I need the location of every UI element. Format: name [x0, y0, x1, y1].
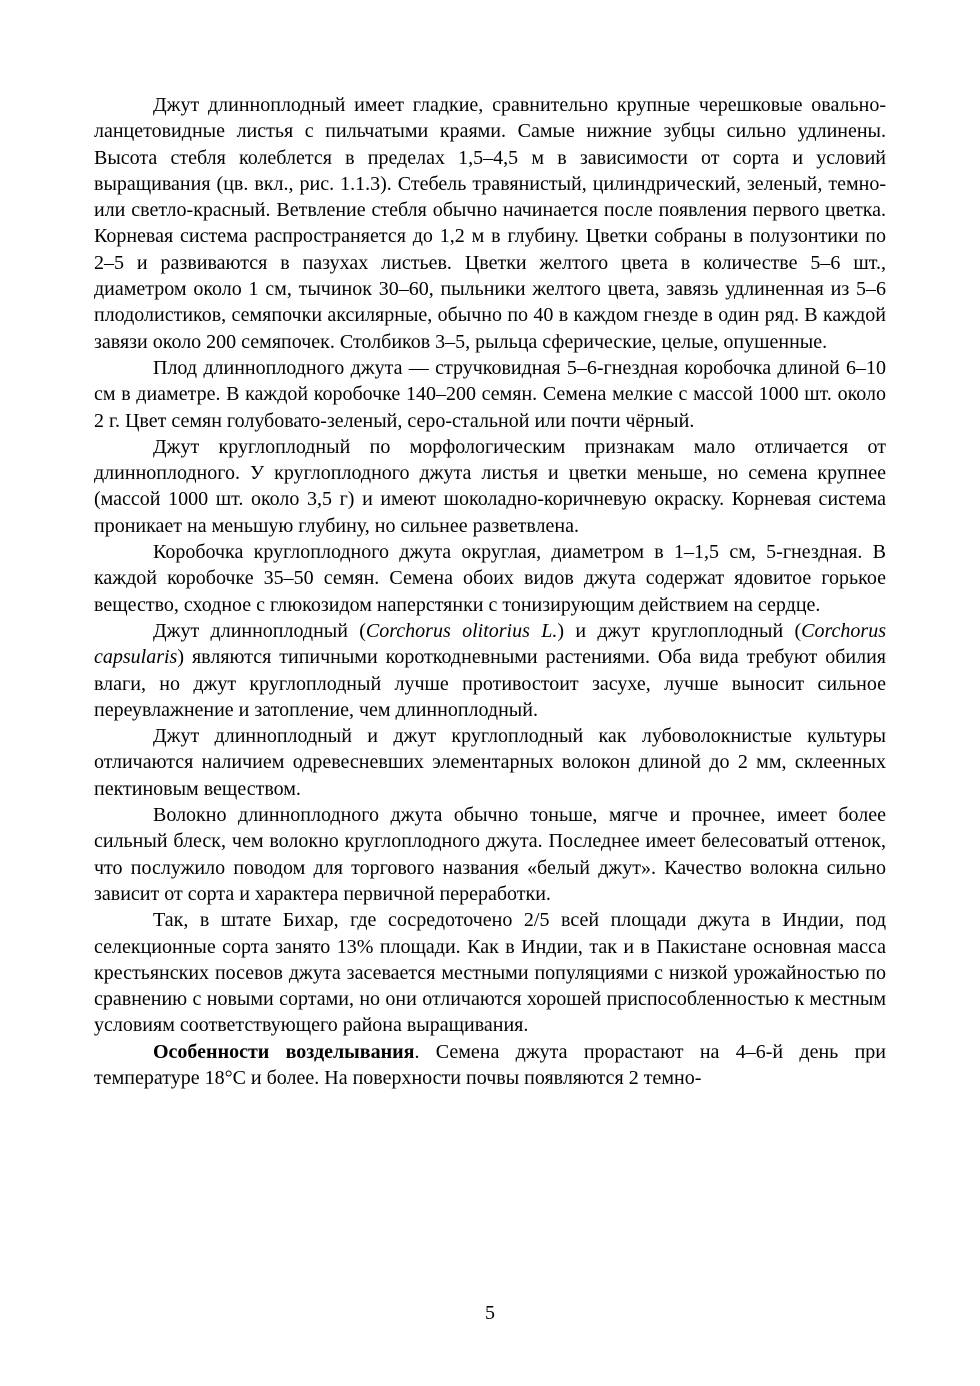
paragraph-5-text-2: ) и джут круглоплодный ( [557, 619, 802, 642]
paragraph-7: Волокно длинноплодного джута обычно тоньше, мягче и прочнее, имеет более сильный блеск, чем волокно круглоплодного джута. Последнее имеет белесоватый оттенок, что послужило поводом для торгового названия «белый джут». Качество волокна сильно зависит от сорта и характера первичной переработки. [94, 804, 886, 905]
paragraph-6: Джут длинноплодный и джут круглоплодный как лубоволокнистые культуры отличаются наличием одревесневших элементарных волокон длиной до 2 мм, склеенных пектиновым веществом. [94, 725, 886, 800]
paragraph-2: Плод длинноплодного джута — стручковидная 5–6-гнездная коробочка длиной 6–10 см в диаметре. В каждой коробочке 140–200 семян. Семена мелкие с массой 1000 шт. около 2 г. Цвет семян голубовато-зеленый, серо-стальной или почти чёрный. [94, 356, 886, 432]
paragraph-5-text-3: ) являются типичными короткодневными растениями. Оба вида требуют обилия влаги, но джут круглоплодный лучше противостоит засухе, лучше выносит сильное переувлажнение и затопление, чем длинноплодный. [94, 646, 886, 721]
paragraph-4: Коробочка круглоплодного джута округлая, диаметром в 1–1,5 см, 5-гнездная. В каждой коробочке 35–50 семян. Семена обоих видов джута содержат ядовитое горькое вещество, сходное с глюкозидом наперстянки с тонизирующим действием на сердце. [94, 541, 886, 616]
paragraph-5-text-1: Джут длинноплодный ( [153, 619, 366, 642]
paragraph-3: Джут круглоплодный по морфологическим признакам мало отличается от длинноплодного. У круглоплодного джута листья и цветки меньше, но семена крупнее (массой 1000 шт. около 3,5 г) и имеют шоколадно-коричневую окраску. Корневая система проникает на меньшую глубину, но сильнее разветвлена. [94, 435, 886, 537]
paragraph-9-text: . Семена джута прорастают на 4–6-й день при температуре 18°С и более. На поверхности почвы появляются 2 темно- [94, 1040, 886, 1089]
page-number: 5 [485, 1302, 495, 1324]
latin-name-capsularis: Corchorus capsularis [94, 619, 886, 669]
section-heading-cultivation: Особенности возделывания [153, 1040, 415, 1063]
paragraph-1: Джут длинноплодный имеет гладкие, сравнительно крупные черешковые овально-ланцетовидные листья с пильчатыми краями. Самые нижние зубцы сильно удлинены. Высота стебля колеблется в пределах 1,5–4,5 м в зависимости от сорта и условий выращивания (цв. вкл., рис. 1.1.3). Стебель травянистый, цилиндрический, зеленый, темно- или светло-красный. Ветвление стебля обычно начинается после появления первого цветка. Корневая система распространяется до 1,2 м в глубину. Цветки собраны в полузонтики по 2–5 и развиваются в пазухах листьев. Цветки желтого цвета в количестве 5–6 шт., диаметром около 1 см, тычинок 30–60, пыльники желтого цвета, завязь удлиненная из 5–6 плодолистиков, семяпочки аксилярные, обычно по 40 в каждом гнезде в один ряд. В каждой завязи около 200 семяпочек. Столбиков 3–5, рыльца сферические, целые, опушенные. [94, 94, 886, 353]
paragraph-5 [94, 618, 886, 723]
latin-name-olitorius: Corchorus olitorius L. [365, 619, 558, 642]
paragraph-8: Так, в штате Бихар, где сосредоточено 2/5 всей площади джута в Индии, под селекционные сорта занято 13% площади. Как в Индии, так и в Пакистане основная масса крестьянских посевов джута засевается местными популяциями с низкой урожайностью по сравнению с новыми сортами, но они отличаются хорошей приспособленностью к местным условиям соответствующего района выращивания. [94, 909, 886, 1037]
page-body [94, 92, 886, 1091]
paragraph-9 [94, 1039, 886, 1092]
